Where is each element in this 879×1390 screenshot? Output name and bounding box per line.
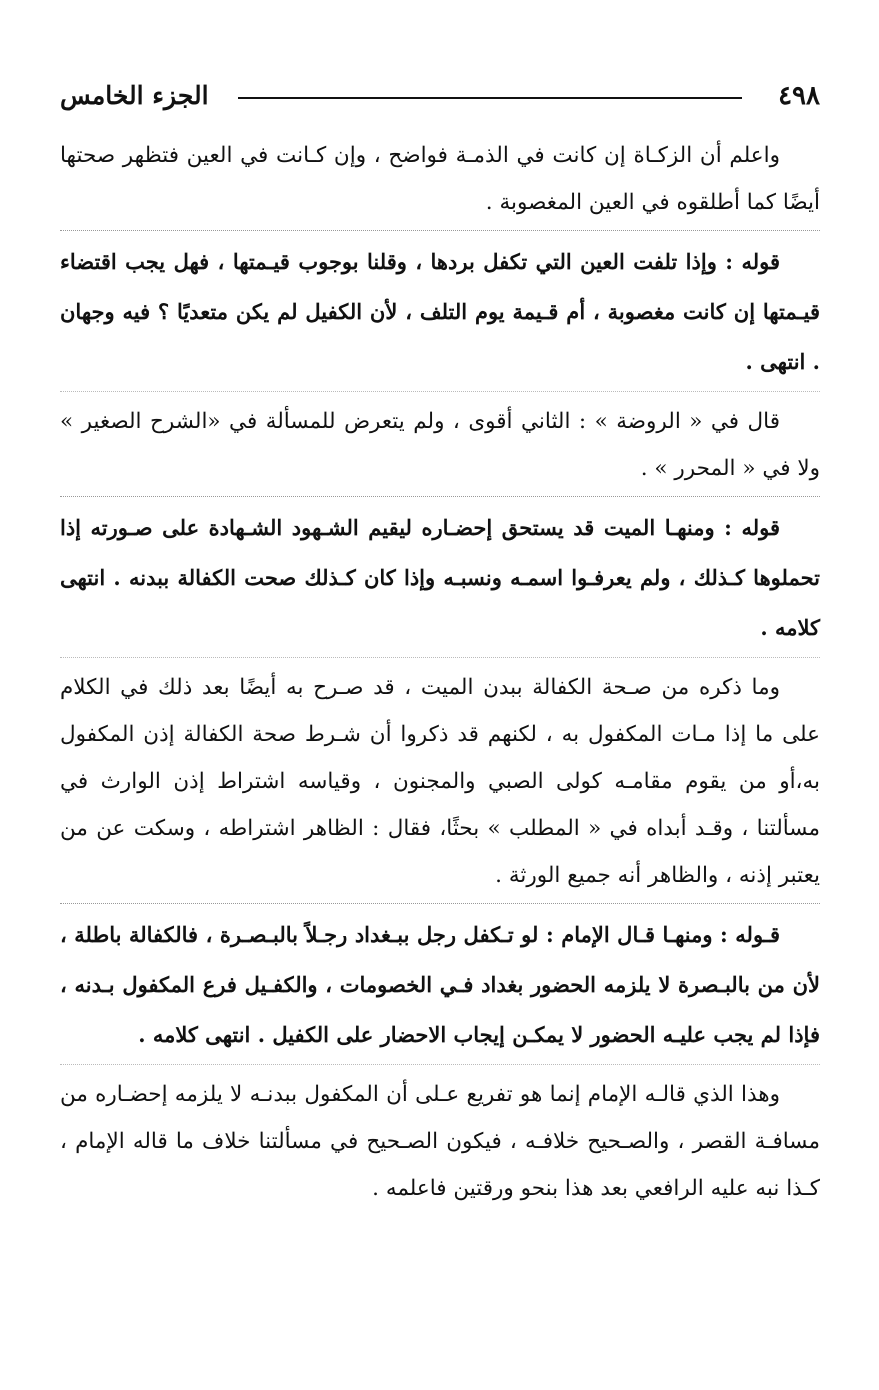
paragraph-guarantee-deceased: وما ذكره من صـحة الكفالة ببدن الميت ، قد صـرح به أيضًا بعد ذلك في الكلام على ما إذا مـات المكفول به ، لكنهم قد ذكروا أن شـرط صحة الكفالة إذن المكفول به،أو من يقوم مقامـه كولى الصبي والمجنون ، وقياسه اشتراط إذن الوارث في مسألتنا ، وقـد أبداه في « المطلب » بحثًا، فقال : الظاهر اشتراطه ، وسكت عن من يعتبر إذنه ، والظاهر أنه جميع الورثة .	[60, 675, 820, 888]
divider	[60, 657, 820, 658]
divider	[60, 391, 820, 392]
quote-paragraph-lost-item: قوله : وإذا تلفت العين التي تكفل بردها ، وقلنا بوجوب قيـمتها ، فهل يجب اقتضاء قيـمتها إن كانت مغصوبة ، أم قـيمة يوم التلف ، لأن الكفيل لم يكن متعديًا ؟ فيه وجهان . انتهى .	[60, 249, 820, 374]
paragraph-rawda: قال في « الروضة » : الثاني أقوى ، ولم يتعرض للمسألة في «الشرح الصغير » ولا في « المحرر » .	[60, 409, 820, 481]
divider	[60, 496, 820, 497]
divider	[60, 903, 820, 904]
page-number: ٤٩٨	[778, 81, 820, 111]
divider	[60, 230, 820, 231]
header-rule	[238, 97, 742, 99]
page-body	[60, 132, 820, 1212]
volume-title: الجزء الخامس	[60, 81, 209, 110]
quote-paragraph-imam: قـوله : ومنهـا قـال الإمام : لو تـكفل رجل ببـغداد رجـلاً بالبـصـرة ، فالكفالة باطلة ، لأن من بالبـصرة لا يلزمه الحضور بغداد فـي الخصومات ، والكفـيل فرع المكفول بـدنه ، فإذا لم يجب عليـه الحضور لا يمكـن إيجاب الاحضار على الكفيل . انتهى كلامه .	[60, 922, 820, 1047]
divider	[60, 1064, 820, 1065]
quote-paragraph-deceased: قوله : ومنهـا الميت قد يستحق إحضـاره ليقيم الشـهود الشـهادة على صـورته إذا تحملوها كـذلك ، ولم يعرفـوا اسمـه ونسبـه وإذا كان كـذلك صحت الكفالة ببدنه . انتهى كلامه .	[60, 515, 820, 640]
page-header	[60, 78, 820, 118]
paragraph-imam-commentary: وهذا الذي قالـه الإمام إنما هو تفريع عـلى أن المكفول ببدنـه لا يلزمه إحضـاره من مسافـة القصر ، والصـحيح خلافـه ، فيكون الصـحيح في مسألتنا خلاف ما قاله الإمام ، كـذا نبه عليه الرافعي بعد هذا بنحو ورقتين فاعلمه .	[60, 1082, 820, 1201]
paragraph-zakat: واعلم أن الزكـاة إن كانت في الذمـة فواضح ، وإن كـانت في العين فتظهر صحتها أيضًا كما أطلقوه في العين المغصوبة .	[60, 143, 820, 215]
